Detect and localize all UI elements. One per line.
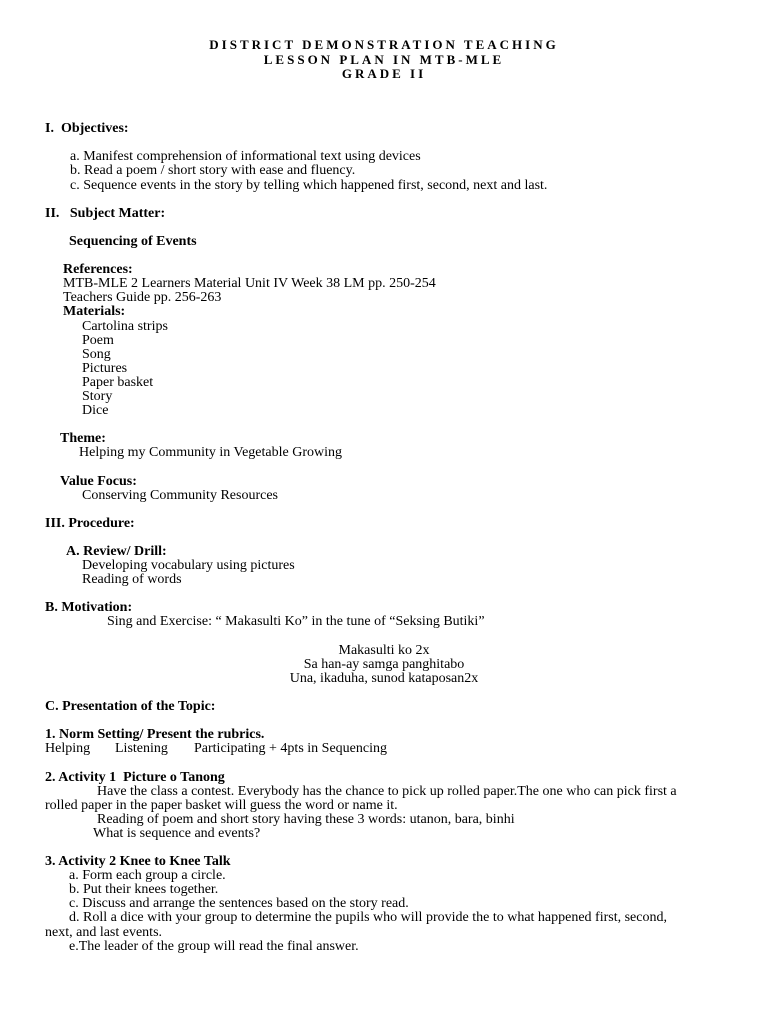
activity-1-text: Have the class a contest. Everybody has the chance to pick up rolled paper.The one who can pick first a	[97, 783, 677, 799]
value-focus-label: Value Focus:	[60, 473, 137, 489]
presentation-label: C. Presentation of the Topic:	[45, 699, 216, 715]
activity-2-step: b. Put their knees together.	[69, 882, 219, 898]
review-drill-item: Developing vocabulary using pictures	[82, 558, 295, 574]
materials-label: Materials:	[63, 304, 126, 320]
reference-item: MTB-MLE 2 Learners Material Unit IV Week 38 LM pp. 250-254	[63, 276, 436, 292]
song-line: Makasulti ko 2x	[338, 642, 430, 658]
activity-1-label: 2. Activity 1 Picture o Tanong	[45, 769, 225, 785]
activity-1-text: rolled paper in the paper basket will guess the word or name it.	[45, 797, 398, 813]
material-item: Paper basket	[82, 374, 154, 390]
theme-label: Theme:	[60, 431, 106, 447]
document-title-line-2: LESSON PLAN IN MTB-MLE	[263, 51, 505, 67]
motivation-instruction: Sing and Exercise: “ Makasulti Ko” in the tune of “Seksing Butiki”	[107, 614, 485, 630]
activity-2-step: e.The leader of the group will read the final answer.	[69, 938, 359, 954]
objectives-heading: I. Objectives:	[45, 121, 129, 137]
document-title-line-3: GRADE II	[341, 66, 427, 81]
material-item: Poem	[82, 332, 114, 348]
activity-2-step: d. Roll a dice with your group to determine the pupils who will provide the to what happened first, second,	[69, 910, 667, 926]
rubric-item: Listening	[115, 741, 168, 757]
material-item: Pictures	[82, 360, 128, 376]
review-drill-item: Reading of words	[82, 572, 182, 588]
material-item: Dice	[82, 403, 109, 419]
subject-matter-heading: II. Subject Matter:	[45, 205, 166, 221]
song-line: Una, ikaduha, sunod kataposan2x	[289, 670, 479, 686]
motivation-label: B. Motivation:	[45, 600, 133, 616]
document-body	[0, 122, 768, 954]
rubric-item: Helping	[45, 741, 91, 757]
theme-text: Helping my Community in Vegetable Growing	[79, 445, 342, 461]
material-item: Cartolina strips	[82, 318, 168, 334]
value-focus-text: Conserving Community Resources	[82, 487, 278, 503]
norm-setting-label: 1. Norm Setting/ Present the rubrics.	[45, 727, 265, 743]
document-title-line-1: DISTRICT DEMONSTRATION TEACHING	[209, 37, 559, 52]
reference-item: Teachers Guide pp. 256-263	[63, 290, 222, 306]
objective-item: a. Manifest comprehension of informational text using devices	[70, 149, 421, 165]
rubrics-row	[0, 742, 768, 756]
objective-item: c. Sequence events in the story by telling which happened first, second, next and last.	[70, 177, 548, 193]
activity-2-label: 3. Activity 2 Knee to Knee Talk	[45, 854, 231, 870]
activity-1-text: Reading of poem and short story having these 3 words: utanon, bara, binhi	[97, 811, 515, 827]
document-header	[0, 0, 768, 82]
activity-1-text: What is sequence and events?	[93, 825, 261, 841]
subject-topic: Sequencing of Events	[69, 233, 197, 249]
song-line: Sa han-ay samga panghitabo	[303, 656, 465, 672]
activity-2-step: next, and last events.	[45, 924, 163, 940]
procedure-heading: III. Procedure:	[45, 515, 135, 531]
review-drill-label: A. Review/ Drill:	[66, 544, 167, 559]
activity-2-step: a. Form each group a circle.	[69, 868, 226, 884]
rubric-item: Participating + 4pts in Sequencing	[194, 741, 387, 757]
references-label: References:	[63, 262, 133, 278]
material-item: Story	[82, 388, 113, 404]
objective-item: b. Read a poem / short story with ease and fluency.	[70, 163, 356, 179]
material-item: Song	[82, 346, 111, 362]
activity-2-step: c. Discuss and arrange the sentences based on the story read.	[69, 896, 409, 912]
